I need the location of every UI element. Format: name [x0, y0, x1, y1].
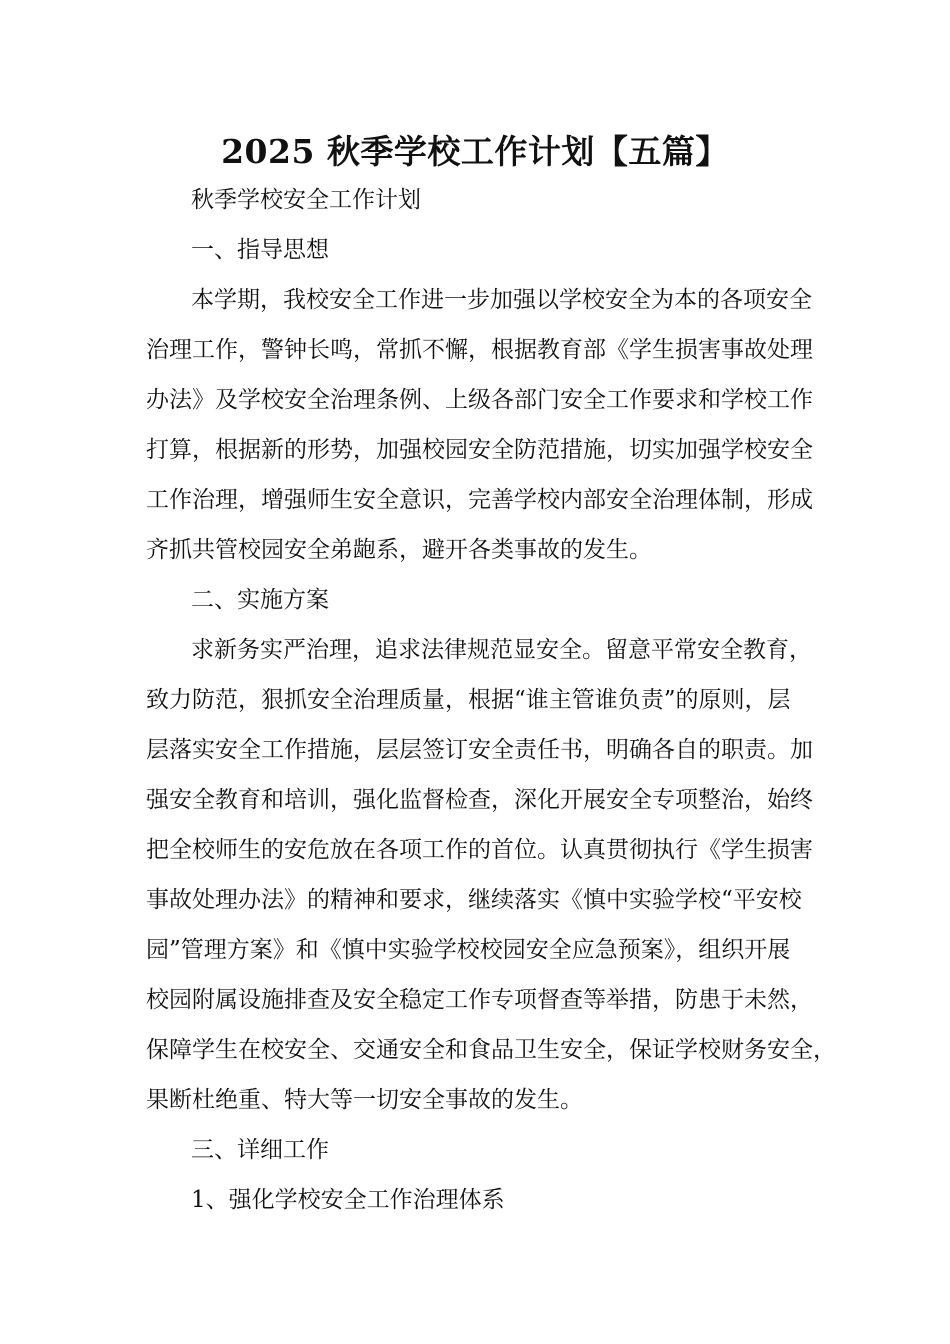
paragraph-line: 保障学生在校安全、交通安全和食品卫生安全，保证学校财务安全，: [146, 1037, 836, 1063]
document-title: 2025 秋季学校工作计划【五篇】: [221, 132, 729, 171]
paragraph-line: 本学期，我校安全工作进一步加强以学校安全为本的各项安全: [191, 287, 812, 313]
section-heading: 1、强化学校安全工作治理体系: [191, 1187, 505, 1213]
section-heading: 二、实施方案: [191, 587, 329, 613]
paragraph-line: 果断杜绝重、特大等一切安全事故的发生。: [146, 1087, 583, 1113]
section-heading: 秋季学校安全工作计划: [191, 187, 421, 213]
paragraph-line: 事故处理办法》的精神和要求，继续落实《慎中实验学校“平安校: [146, 887, 802, 913]
paragraph-line: 治理工作，警钟长鸣，常抓不懈，根据教育部《学生损害事故处理: [146, 337, 813, 363]
paragraph-line: 办法》及学校安全治理条例、上级各部门安全工作要求和学校工作: [146, 387, 813, 413]
paragraph-line: 校园附属设施排查及安全稳定工作专项督查等举措，防患于未然，: [146, 987, 813, 1013]
paragraph-line: 齐抓共管校园安全弟龅系，避开各类事故的发生。: [146, 537, 652, 563]
paragraph-line: 求新务实严治理，追求法律规范显安全。留意平常安全教育，: [191, 637, 812, 663]
section-heading: 一、指导思想: [191, 237, 329, 263]
section-heading: 三、详细工作: [191, 1137, 329, 1163]
paragraph-line: 把全校师生的安危放在各项工作的首位。认真贯彻执行《学生损害: [146, 837, 813, 863]
paragraph-line: 工作治理，增强师生安全意识，完善学校内部安全治理体制，形成: [146, 487, 813, 513]
paragraph-line: 园”管理方案》和《慎中实验学校校园安全应急预案》，组织开展: [146, 937, 791, 963]
paragraph-line: 层落实安全工作措施，层层签订安全责任书，明确各自的职责。加: [146, 737, 813, 763]
paragraph-line: 打算，根据新的形势，加强校园安全防范措施，切实加强学校安全: [146, 437, 813, 463]
paragraph-line: 强安全教育和培训，强化监督检查，深化开展安全专项整治，始终: [146, 787, 813, 813]
paragraph-line: 致力防范，狠抓安全治理质量，根据“谁主管谁负责”的原则，层: [146, 687, 791, 713]
